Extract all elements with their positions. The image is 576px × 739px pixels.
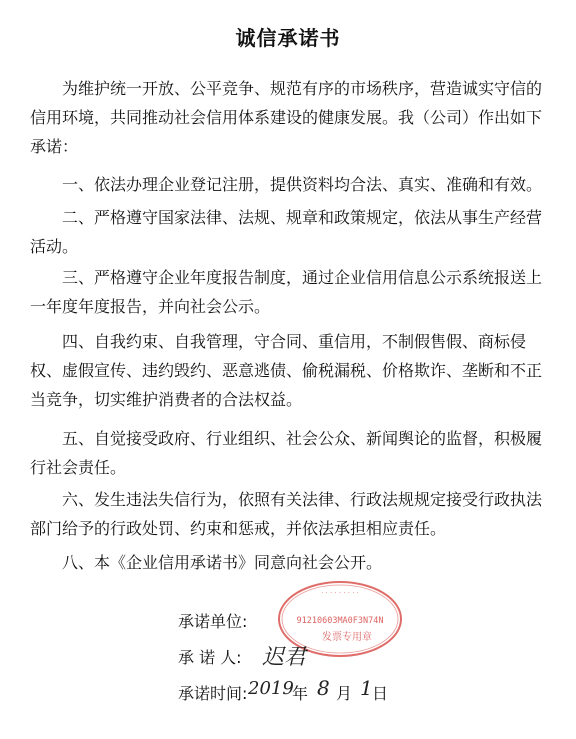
- paragraph-item-8: 八、本《企业信用承诺书》同意向社会公开。: [62, 553, 383, 572]
- date-day-unit: 日: [372, 684, 389, 703]
- unit-label: 承诺单位:: [178, 612, 248, 631]
- date-year-unit: 年: [292, 684, 309, 703]
- paragraph-item-6: 六、发生违法失信行为，依照有关法律、行政法规规定接受行政执法部门给予的行政处罚、约束和惩戒，并依法承担相应责任。: [30, 490, 543, 538]
- paragraph-item-5: 五、自觉接受政府、行业组织、社会公众、新闻舆论的监督，积极履行社会责任。: [30, 429, 543, 477]
- paragraph-item-1: 一、依法办理企业登记注册，提供资料均合法、真实、准确和有效。: [62, 175, 543, 194]
- date-month: 8: [317, 676, 330, 700]
- time-label: 承诺时间:: [178, 684, 248, 703]
- date-day: 1: [360, 676, 373, 700]
- paragraph-item-2: 二、严格遵守国家法律、法规、规章和政策规定，依法从事生产经营活动。: [30, 208, 543, 256]
- seal-code: 91210603MA0F3N74N: [296, 616, 384, 626]
- date-year: 2019: [248, 678, 294, 699]
- person-signature: 迟君: [262, 645, 307, 670]
- paragraph-item-3: 三、严格遵守企业年度报告制度，通过企业信用信息公示系统报送上一年度年度报告，并向社会公示。: [30, 268, 543, 316]
- document-title: 诚信承诺书: [235, 26, 341, 50]
- paragraph-item-4: 四、自我约束、自我管理，守合同、重信用，不制假售假、商标侵权、虚假宣传、违约毁约、恶意逃债、偷税漏税、价格欺诈、垄断和不正当竞争，切实维护消费者的合法权益。: [30, 332, 543, 409]
- paragraph-intro: 为维护统一开放、公平竞争、规范有序的市场秩序，营造诚实守信的信用环境，共同推动社会信用体系建设的健康发展。我（公司）作出如下承诺：: [30, 79, 543, 156]
- seal-text: 发票专用章: [322, 632, 372, 643]
- date-month-unit: 月: [336, 684, 353, 703]
- person-label: 承 诺 人:: [178, 648, 242, 667]
- svg-text:· · · · · · · · ·: · · · · · · · · ·: [321, 589, 359, 597]
